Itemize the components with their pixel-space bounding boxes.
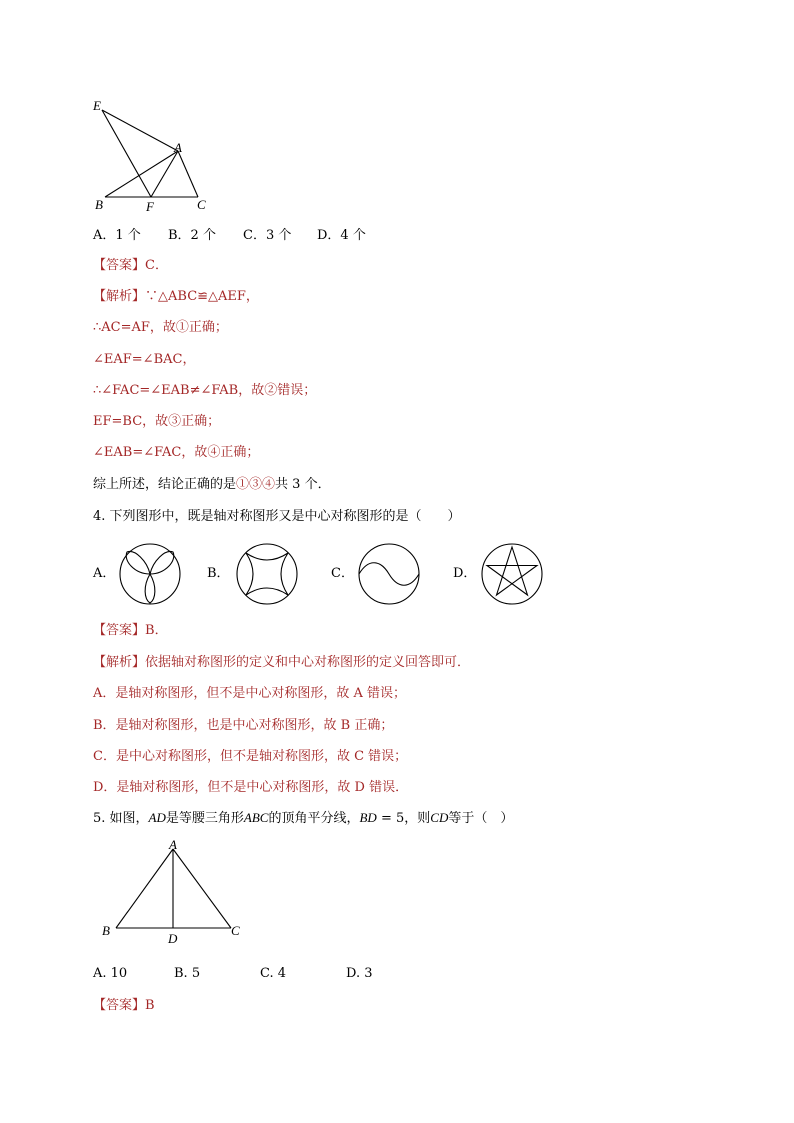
q4-option-a-label[interactable]: A． [93,566,116,581]
answer-tag: 【答案】 [93,258,146,273]
q3-answer [93,257,168,275]
q3-option-d[interactable]: D．4 个 [317,228,366,243]
q5-option-b[interactable]: B. 5 [174,966,201,981]
q3-analysis-line-3: ∠EAF=∠BAC， [93,352,196,367]
q3-analysis-line-4: ∴∠FAC=∠EAB≠∠FAB，故②错误； [93,383,317,398]
label-a: A [169,837,177,852]
isosceles-triangle-figure [98,836,248,948]
q5-option-a[interactable]: A. 10 [93,966,128,981]
q5-option-c[interactable]: C. 4 [260,966,287,981]
label-e: E [93,98,101,113]
answer-tag: 【答案】 [93,623,146,638]
q4-explain-a: A．是轴对称图形，但不是中心对称图形，故 A 错误； [93,686,407,701]
q4-option-d-label[interactable]: D． [453,566,477,581]
q5-option-d[interactable]: D. 3 [346,966,373,981]
q4-explain-c: C．是中心对称图形，但不是轴对称图形，故 C 错误； [93,749,408,764]
label-a: A [174,140,182,155]
q3-option-c[interactable]: C．3 个 [243,228,292,243]
answer-value: B [145,998,155,1013]
q4-option-c-label[interactable]: C． [331,566,354,581]
label-d: D [168,931,178,946]
option-b-curved-square-circle[interactable] [234,541,300,607]
answer-value: B． [145,623,168,638]
q5-stem: 5. 如图，AD是等腰三角形ABC的顶角平分线，BD = 5，则CD等于（ ） [93,810,514,826]
option-c-s-curve-circle[interactable] [356,541,422,607]
q3-analysis-line-2: ∴AC=AF，故①正确； [93,320,228,335]
q4-explain-b: B．是轴对称图形，也是中心对称图形，故 B 正确； [93,718,394,733]
option-d-star-circle[interactable] [479,541,545,607]
q5-options [93,965,493,983]
label-c: C [231,923,240,938]
label-b: B [102,923,110,938]
option-a-three-petal-circle[interactable] [117,541,183,607]
analysis-tag: 【解析】 [93,655,146,670]
label-b: B [95,197,103,212]
q3-analysis-line-6: ∠EAB=∠FAC，故④正确； [93,445,260,460]
q4-option-b-label[interactable]: B． [207,566,230,581]
q5-answer [93,997,155,1015]
label-c: C [197,197,206,212]
q4-stem: 4. 下列图形中，既是轴对称图形又是中心对称图形的是（ ） [93,509,461,524]
answer-value: C． [145,258,168,273]
triangle-figure-eafbc [90,96,220,216]
q4-analysis: 【解析】依据轴对称图形的定义和中心对称图形的定义回答即可． [93,655,471,670]
q4-answer [93,622,168,640]
q3-analysis-line-1: 【解析】∵△ABC≌△AEF， [93,289,259,304]
q3-analysis-line-5: EF=BC，故③正确； [93,414,221,429]
analysis-tag: 【解析】 [93,289,146,304]
label-f: F [146,199,154,214]
answer-tag: 【答案】 [93,998,146,1013]
q4-explain-d: D．是轴对称图形，但不是中心对称图形，故 D 错误． [93,780,409,795]
q3-option-b[interactable]: B．2 个 [168,228,216,243]
q3-options [93,227,493,245]
q3-option-a[interactable]: A．1 个 [93,228,141,243]
q3-summary: 综上所述，结论正确的是①③④共 3 个． [93,477,331,492]
